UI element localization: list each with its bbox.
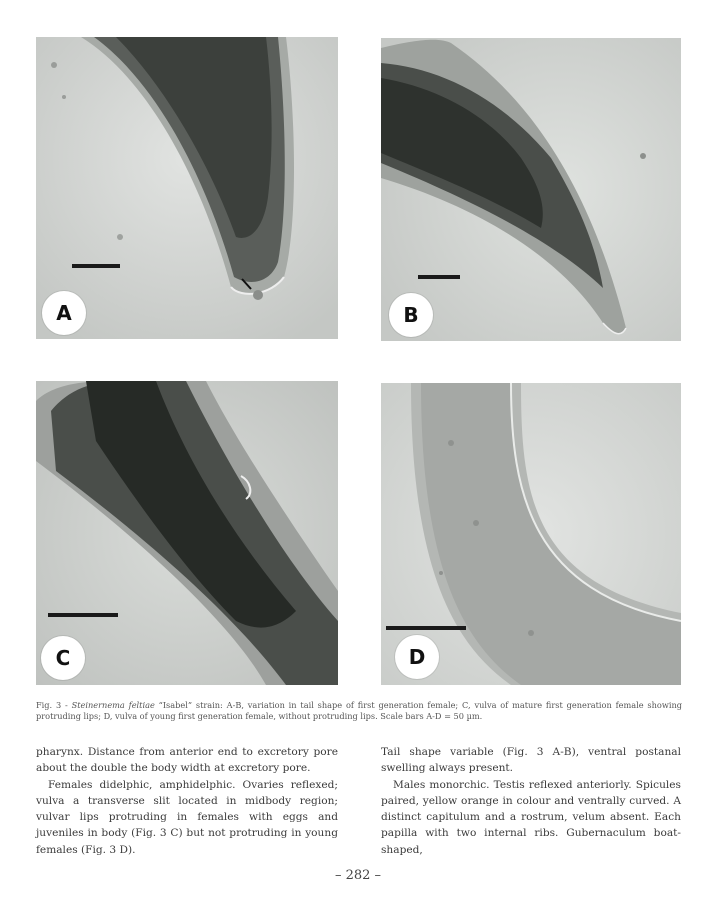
- scale-bar: [48, 613, 118, 617]
- paragraph: Females didelphic, amphidelphic. Ovaries reflexed; vulva a transverse slit located in midbody region; vulvar lips protruding in females with eggs and juveniles in body (Fig. 3 C) but not protruding in young females (Fig. 3 D).: [36, 778, 338, 856]
- caption-prefix: Fig. 3 -: [36, 700, 72, 710]
- figure-panel-c: [36, 381, 338, 685]
- caption-text: “Isabel” strain: A-B, variation in tail shape of first generation female; C, vulva of mature first generation female showing protruding lips; D, vulva of young first generation female, without protruding lips. Scale bars A-D = 50 µm.: [36, 700, 682, 721]
- text-column-left: [36, 744, 338, 858]
- micrograph-b: [381, 38, 681, 341]
- panel-label: A: [42, 291, 86, 335]
- paragraph: pharynx. Distance from anterior end to excretory pore about the double the body width at excretory pore.: [36, 746, 338, 775]
- paragraph: Males monorchic. Testis reflexed anteriorly. Spicules paired, yellow orange in colour and ventrally curved. A distinct capitulum and a rostrum, velum absent. Each papilla with two internal ribs. Gubernaculum boat-shaped,: [381, 778, 681, 856]
- caption-species: Steinernema feltiae: [71, 700, 155, 710]
- panel-label: B: [389, 293, 433, 337]
- paragraph: Tail shape variable (Fig. 3 A-B), ventral postanal swelling always present.: [381, 746, 681, 775]
- panel-label: C: [41, 636, 85, 680]
- panel-label: D: [395, 635, 439, 679]
- scale-bar: [386, 626, 466, 630]
- scale-bar: [418, 275, 460, 279]
- page-number: – 282 –: [334, 868, 382, 883]
- micrograph-a: [36, 37, 338, 339]
- scale-bar: [72, 264, 120, 268]
- figure-panel-b: [381, 38, 681, 341]
- figure-panel-d: [381, 383, 681, 685]
- figure-caption: [36, 700, 682, 722]
- figure-panel-a: [36, 37, 338, 339]
- micrograph-c: [36, 381, 338, 685]
- text-column-right: [381, 744, 681, 858]
